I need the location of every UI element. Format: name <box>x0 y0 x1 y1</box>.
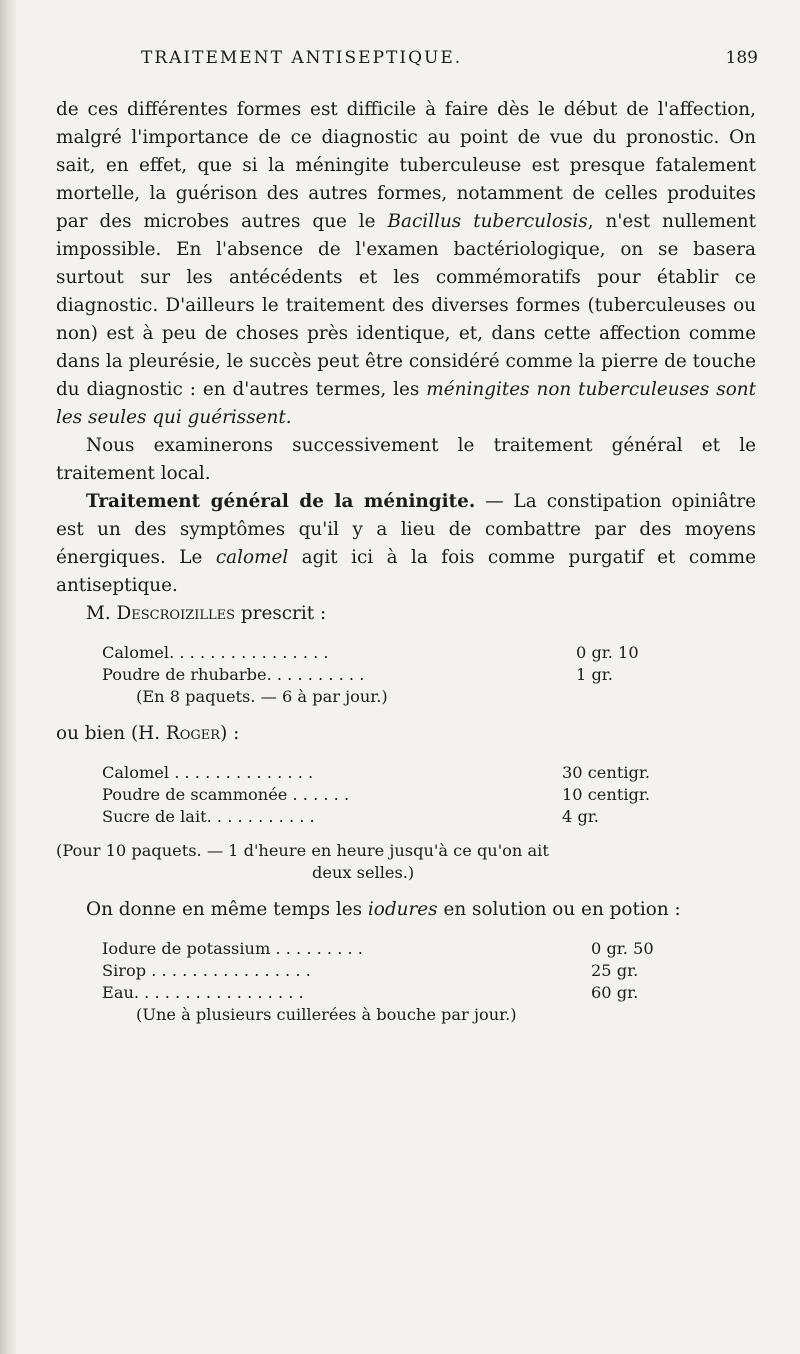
paragraph-overview: Nous examinerons successivement le traitement général et le traitement local. <box>56 435 756 484</box>
recipe-line: Calomel . . . . . . . . . . . . . . 30 centigr. <box>102 763 650 782</box>
paragraph-general-treatment: Traitement général de la méningite. — La constipation opiniâtre est un des symptômes qu'il y a lieu de combattre par des moyens énergiques. Le calomel agit ici à la fois comme purgatif et comme antiseptique. <box>56 491 756 596</box>
running-title: TRAITEMENT ANTISEPTIQUE. <box>141 48 463 68</box>
recipe-note: (Une à plusieurs cuillerées à bouche par jour.) <box>136 1005 517 1024</box>
book-spine-shadow <box>0 0 16 1354</box>
emphasis-text: méningites non tuberculeuses sont les seules qui guérissent. <box>56 379 757 428</box>
iodures-term: iodures <box>367 899 438 920</box>
page-body <box>56 96 756 1026</box>
book-page <box>56 48 756 1038</box>
recipe-line: Eau. . . . . . . . . . . . . . . . . 60 gr. <box>102 983 639 1002</box>
recipe-iodide-potion <box>56 938 756 1026</box>
recipe-note: (En 8 paquets. — 6 à par jour.) <box>136 687 388 706</box>
section-heading: Traitement général de la méningite. <box>86 491 476 512</box>
recipe-line: Poudre de scammonée . . . . . . 10 centigr. <box>102 785 650 804</box>
calomel-term: calomel <box>215 547 289 568</box>
recipe-line: Iodure de potassium . . . . . . . . . 0 gr. 50 <box>102 939 654 958</box>
paragraph-alternative: ou bien (H. Roger) : <box>56 723 240 744</box>
paragraph-prescription-intro: M. Descroizilles prescrit : <box>86 603 327 624</box>
recipe-line: Sucre de lait. . . . . . . . . . . 4 gr. <box>102 807 599 826</box>
recipe-calomel-rhubarb <box>56 642 756 708</box>
recipe-calomel-scammony <box>56 762 756 828</box>
paragraph-diagnosis: de ces différentes formes est difficile à faire dès le début de l'affection, malgré l'importance de ce diagnostic au point de vue du pronostic. On sait, en effet, que si la méningite tuberculeuse est presque fatalement mortelle, la guérison des autres formes, notamment de celles produites par des microbes autres que le Bacillus tuberculosis, n'est nullement impossible. En l'absence de l'examen bactériologique, on se basera surtout sur les antécédents et les commémoratifs pour établir ce diagnostic. D'ailleurs le traitement des diverses formes (tuberculeuses ou non) est à peu de choses près identique, et, dans cette affection comme dans la pleurésie, le succès peut être considéré comme la pierre de touche du diagnostic : en d'autres termes, les méningites non tuberculeuses sont les seules qui guérissent. <box>56 99 757 428</box>
author-name: Roger <box>165 723 221 744</box>
recipe-line: Poudre de rhubarbe. . . . . . . . . . 1 gr. <box>102 665 613 684</box>
author-name: Descroizilles <box>116 603 236 624</box>
recipe-line: Sirop . . . . . . . . . . . . . . . . 25 gr. <box>102 961 639 980</box>
paragraph-iodides: On donne en même temps les iodures en solution ou en potion : <box>86 899 681 920</box>
running-header <box>56 48 756 82</box>
recipe-line: Calomel. . . . . . . . . . . . . . . . 0 gr. 10 <box>102 643 639 662</box>
bacillus-name: Bacillus tuberculosis <box>387 211 588 232</box>
dosage-note: (Pour 10 paquets. — 1 d'heure en heure jusqu'à ce qu'on ait deux selles.) <box>56 841 549 882</box>
page-number: 189 <box>725 48 758 68</box>
